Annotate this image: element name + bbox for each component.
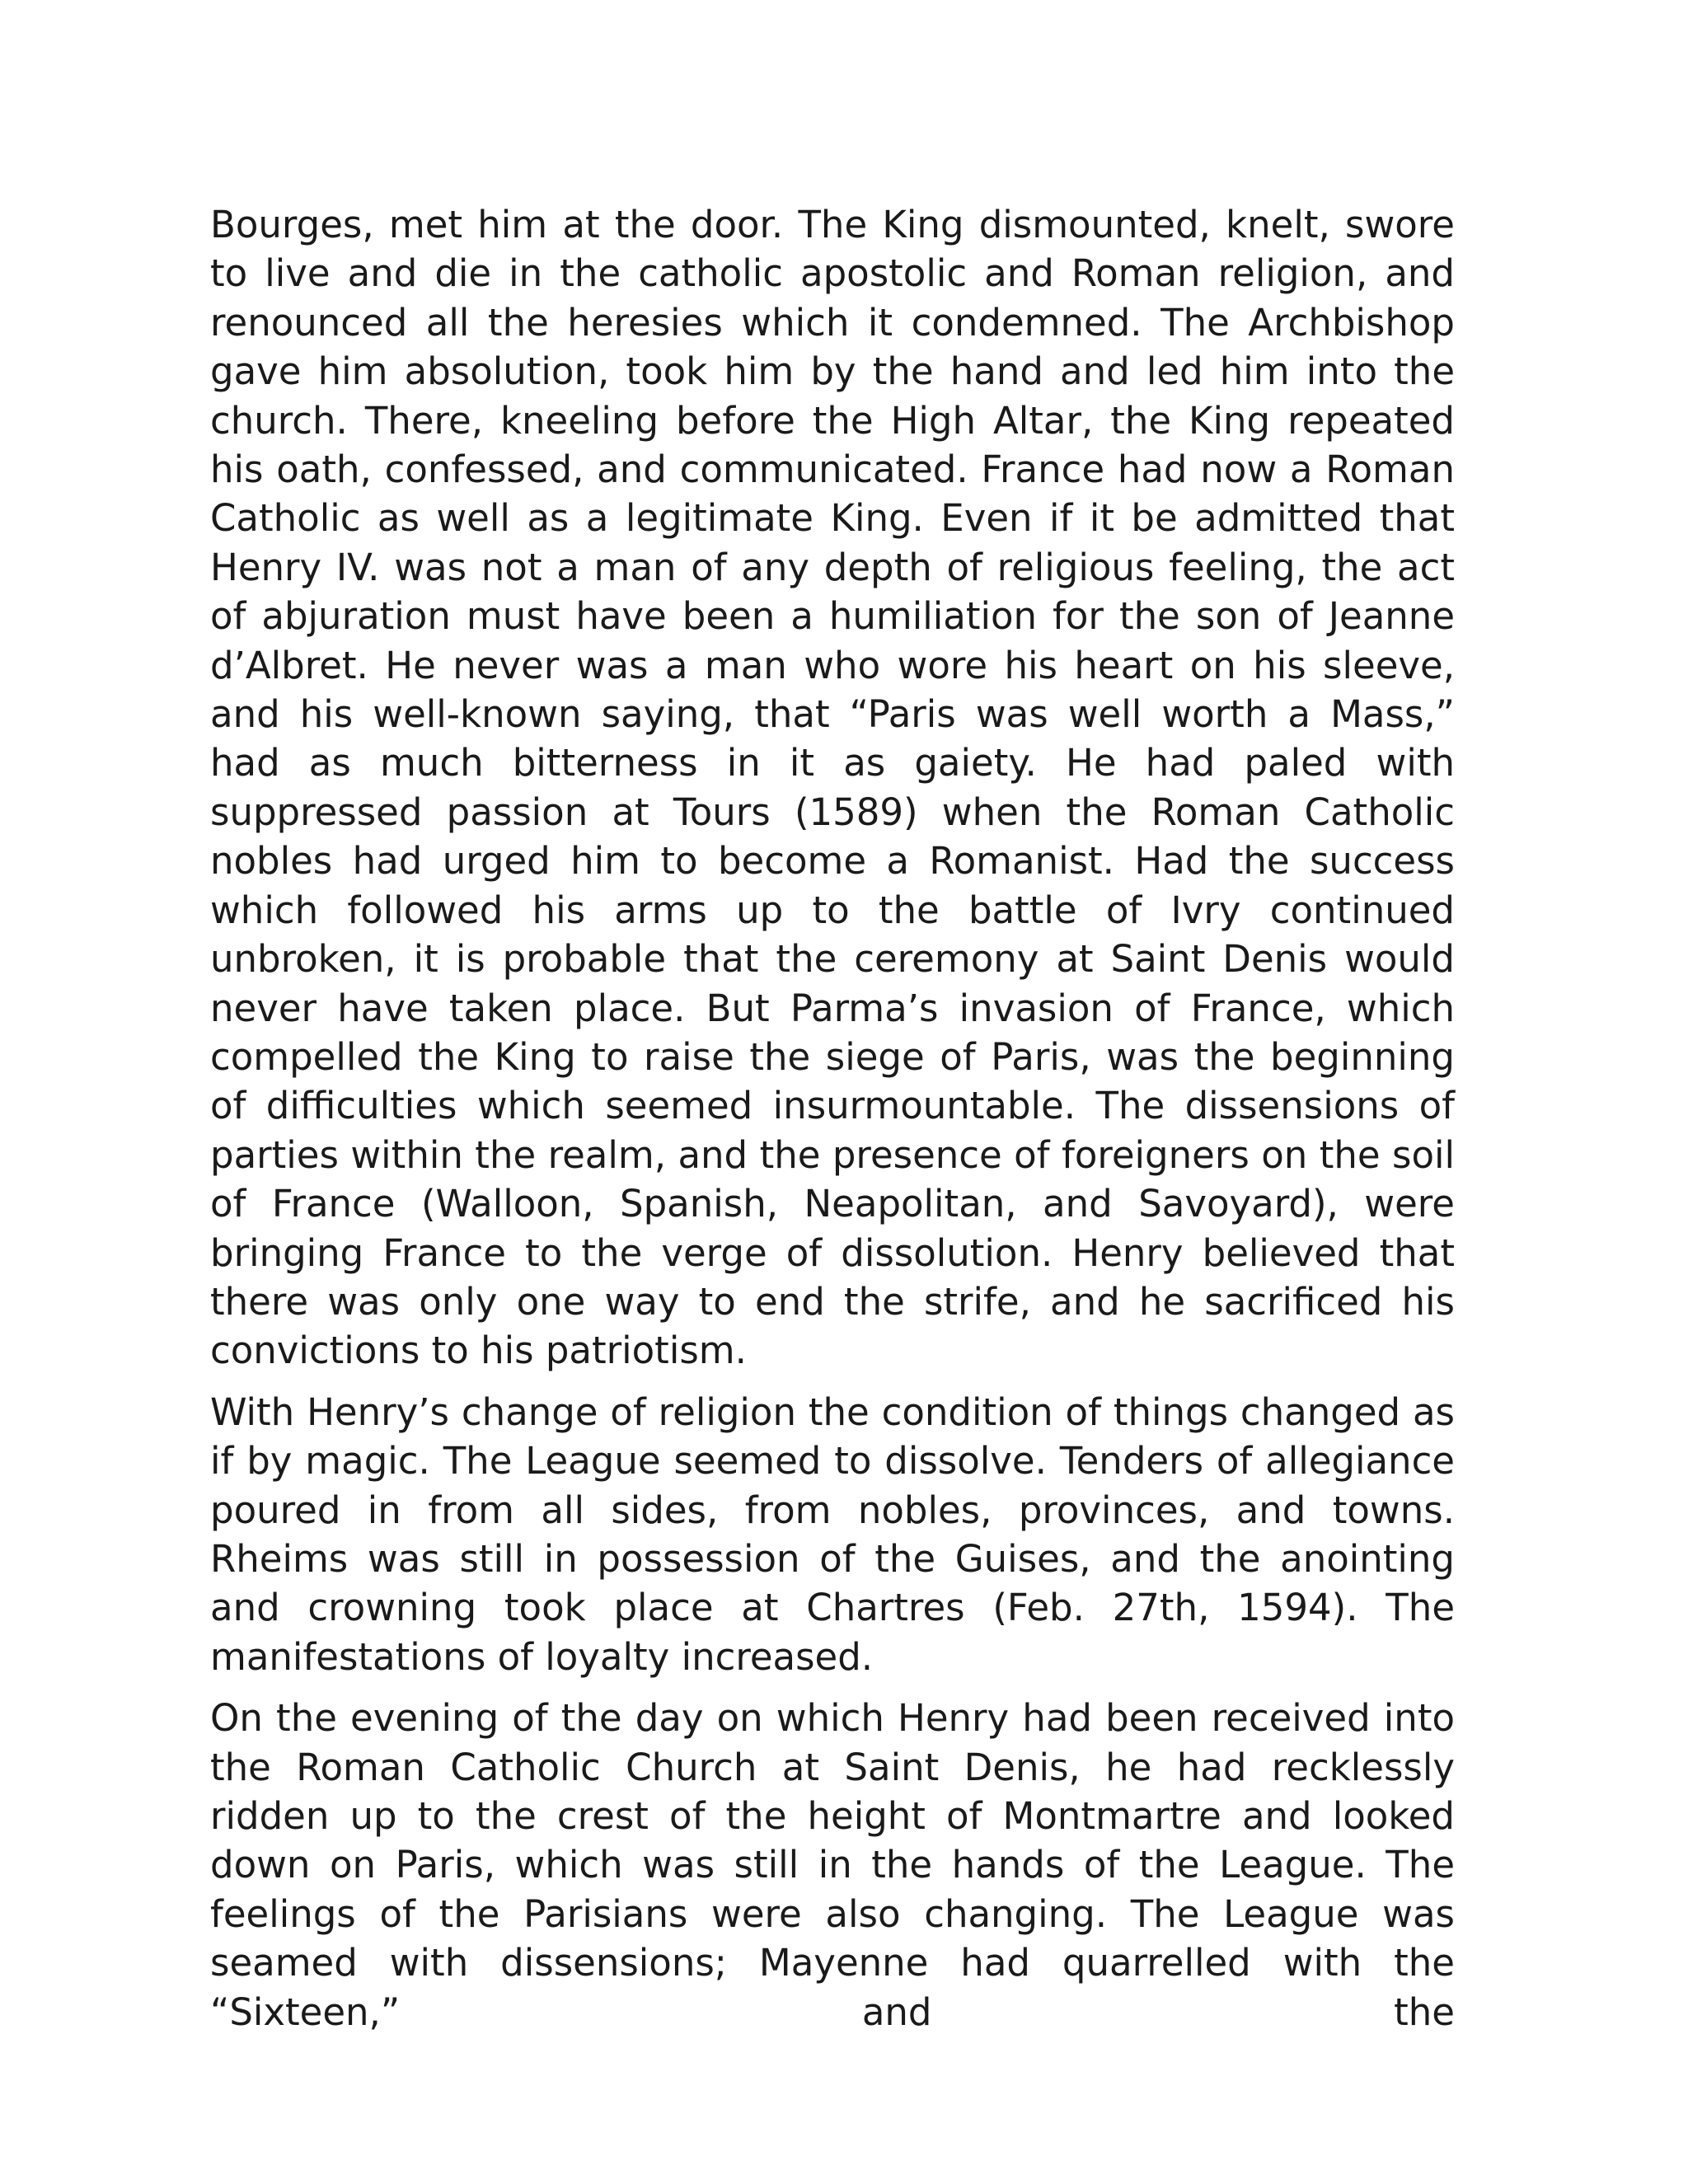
paragraph-2: With Henry’s change of religion the condition of things changed as if by magic. The League seemed to dissolve. Tenders of allegiance poured in from all sides, from nobles, provinces, and towns. Rheims was still in possession of the Guises, and the anointing and crowning took place at Chartres (Feb. 27th, 1594). The manifestations of loyalty increased. — [210, 1390, 1455, 1679]
paragraph-3: On the evening of the day on which Henry had been received into the Roman Catholic Church at Saint Denis, he had recklessly ridden up to the crest of the height of Montmartre and looked down on Paris, which was still in the hands of the League. The feelings of the Parisians were also changing. The League was seamed with dissensions; Mayenne had quarrelled with the “Sixteen,” and the — [210, 1696, 1455, 2034]
page-body — [210, 200, 1455, 2049]
paragraph-1: Bourges, met him at the door. The King dismounted, knelt, swore to live and die in the catholic apostolic and Roman religion, and renounced all the heresies which it condemned. The Archbishop gave him absolution, took him by the hand and led him into the church. There, kneeling before the High Altar, the King repeated his oath, confessed, and communicated. France had now a Roman Catholic as well as a legitimate King. Even if it be admitted that Henry IV. was not a man of any depth of religious feeling, the act of abjuration must have been a humiliation for the son of Jeanne d’Albret. He never was a man who wore his heart on his sleeve, and his well-known saying, that “Paris was well worth a Mass,” had as much bitterness in it as gaiety. He had paled with suppressed passion at Tours (1589) when the Roman Catholic nobles had urged him to become a Romanist. Had the success which followed his arms up to the battle of Ivry continued unbroken, it is probable that the ceremony at Saint Denis would never have taken place. But Parma’s invasion of France, which compelled the King to raise the siege of Paris, was the beginning of difficulties which seemed insurmountable. The dissensions of parties within the realm, and the presence of foreigners on the soil of France (Walloon, Spanish, Neapolitan, and Savoyard), were bringing France to the verge of dissolution. Henry believed that there was only one way to end the strife, and he sacrificed his convictions to his patriotism. — [210, 203, 1455, 1373]
